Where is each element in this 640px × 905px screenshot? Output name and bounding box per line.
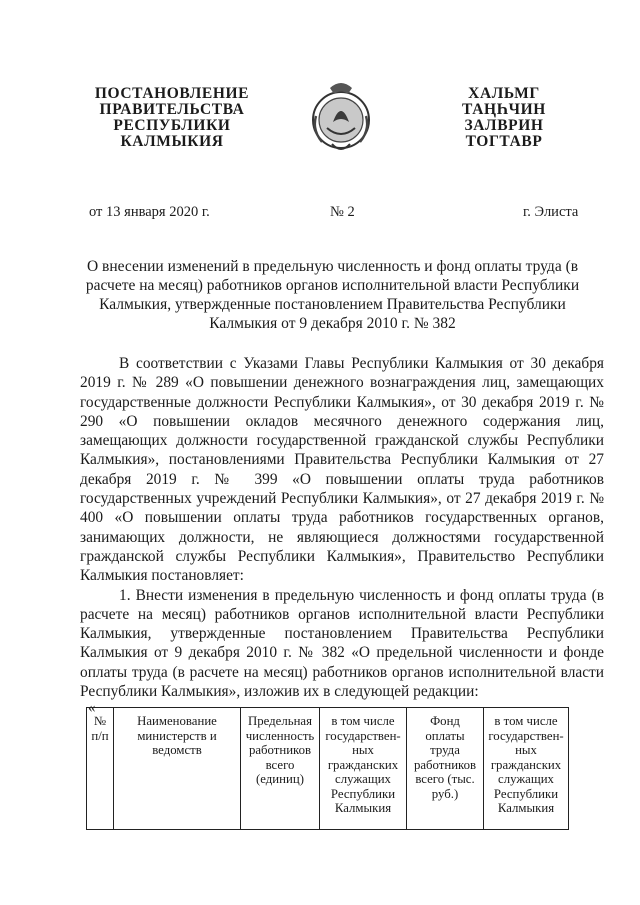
- header-right-line: ТОГТАВР: [465, 133, 543, 150]
- header-left-title: [92, 86, 252, 150]
- document-date: от 13 января 2020 г.: [89, 204, 210, 220]
- document-city: г. Элиста: [523, 204, 579, 220]
- table-header-cell: Наименование министерств и ведомств: [114, 708, 241, 830]
- table-header-cell: Фонд оплаты труда работников всего (тыс. руб.): [407, 708, 484, 830]
- header-right-line: ХАЛЬМГ: [468, 85, 540, 102]
- table-header-cell: в том числе государствен-ных гражданских служащих Республики Калмыкия: [320, 708, 407, 830]
- header-right-title: [444, 86, 564, 150]
- header-left-line: РЕСПУБЛИКИ: [113, 117, 231, 134]
- quote-mark: «: [88, 700, 96, 716]
- table-header-cell: № п/п: [87, 708, 114, 830]
- header-left-line: ПРАВИТЕЛЬСТВА: [99, 101, 245, 118]
- table-header-cell: в том числе государствен-ных гражданских служащих Республики Калмыкия: [484, 708, 569, 830]
- body-paragraph-item-1: 1. Внести изменения в предельную численность и фонд оплаты труда (в расчете на месяц) работников органов исполнительной власти Республики Калмыкия, утвержденные постановлением Правительства Республики Калмыкия от 9 декабря 2010 г. № 382 «О предельной численности и фонде оплаты труда (в расчете на месяц) работников органов исполнительной власти Республики Калмыкия», изложив их в следующей редакции:: [80, 586, 604, 701]
- header-left-line: ПОСТАНОВЛЕНИЕ: [94, 85, 250, 102]
- header-right-line: ЗАЛВРИН: [464, 117, 544, 134]
- kalmykia-coat-of-arms-icon: [308, 78, 374, 156]
- staffing-table: [86, 707, 569, 830]
- header-left-line: КАЛМЫКИЯ: [120, 133, 224, 150]
- table-header-row: [87, 708, 569, 830]
- body-paragraph-preamble: В соответствии с Указами Главы Республики Калмыкия от 30 декабря 2019 г. № 289 «О повышении денежного вознаграждения лиц, замещающих государственные должности Республики Калмыкия», от 30 декабря 2019 г. № 290 «О повышении окладов месячного денежного содержания лиц, замещающих должности государственной гражданской службы Республики Калмыкия», постановлениями Правительства Республики Калмыкия от 27 декабря 2019 г. № 399 «О повышении оплаты труда работников государственных учреждений Республики Калмыкия», от 27 декабря 2019 г. № 400 «О повышении оплаты труда работников государственных органов, занимающих должности, не являющиеся должностями государственной гражданской службы Республики Калмыкия», Правительство Республики Калмыкия постановляет:: [80, 355, 604, 585]
- document-title: О внесении изменений в предельную численность и фонд оплаты труда (в расчете на месяц) работников органов исполнительной власти Республики Калмыкия, утвержденные постановлением Правительства Республики Калмыкия от 9 декабря 2010 г. № 382: [85, 258, 580, 332]
- header-right-line: ТАҢҺЧИН: [462, 101, 546, 118]
- document-body: [80, 354, 604, 701]
- document-number: № 2: [330, 204, 355, 220]
- table-header-cell: Предельная численность работников всего (единиц): [241, 708, 320, 830]
